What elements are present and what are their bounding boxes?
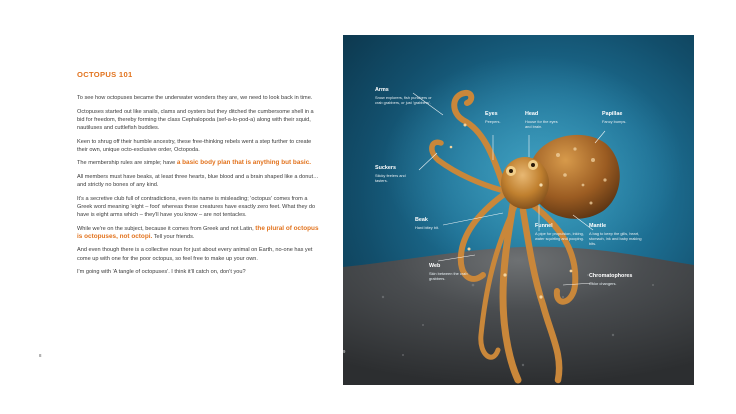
- paragraph-1: To see how octopuses became the underwater wonders they are, we need to look back in time.: [77, 95, 313, 101]
- label-funnel-desc: A pipe for propulsion, inking, water squirting and pooping.: [535, 231, 584, 242]
- paragraph-8: And even though there is a collective noun for just about every animal on Earth, no-one has yet come up with one for the poor octopus, so feel free to make up your own.: [77, 247, 313, 262]
- paragraph-6: It's a secretive club full of contradictions, even its name is misleading; 'octopus' comes from a Greek word meaning 'eight – foot' whereas these creatures have exactly zero feet. What they do have is eight arms which – they'll have you know – are not tentacles.: [77, 195, 316, 218]
- paragraph-4: [77, 159, 322, 167]
- octopus-photo: [343, 35, 694, 385]
- highlight-body-plan: a basic body plan that is anything but basic.: [176, 159, 312, 167]
- paragraph-7-text: While we're on the subject, because it comes from Greek and not Latin,: [77, 225, 256, 232]
- paragraph-9: I'm going with 'A tangle of octopuses'. I think it'll catch on, don't you?: [77, 269, 246, 276]
- label-arms-desc: Snow explorers, fish punchers or crab grabbers, or just 'grabbers'.: [375, 95, 432, 106]
- label-arms-title: Arms: [375, 87, 389, 93]
- paragraph-4-text: The membership rules are simple; have: [77, 160, 177, 167]
- label-beak-title: Beak: [415, 217, 428, 223]
- label-chromatophores-title: Chromatophores: [589, 273, 633, 279]
- label-papillae-desc: Fancy bumps.: [602, 119, 627, 124]
- label-arms: [375, 87, 439, 105]
- paragraph-7-ending: Tell your friends.: [152, 233, 195, 240]
- body-text: [77, 94, 322, 282]
- label-suckers-desc: Sticky feelers and tasters.: [375, 173, 406, 184]
- page-number-left: 8: [39, 353, 42, 358]
- page-number-right: 9: [343, 349, 346, 354]
- label-eyes-title: Eyes: [485, 111, 498, 117]
- label-suckers-title: Suckers: [375, 165, 396, 171]
- label-suckers: [375, 165, 419, 183]
- sand-floor: [343, 247, 694, 385]
- octopus-head: [501, 157, 549, 209]
- left-page: [0, 0, 346, 414]
- label-head-desc: House for the eyes and brain.: [525, 119, 558, 130]
- label-web-title: Web: [429, 263, 441, 269]
- label-web-desc: Skin between the crab grabbers.: [429, 271, 468, 282]
- label-beak-desc: Hard bitey bit.: [415, 225, 440, 230]
- label-head-title: Head: [525, 111, 539, 117]
- highlight-plural: the plural of octopus is octopuses, not octopi.: [77, 224, 319, 240]
- paragraph-2: Octopuses started out like snails, clams and oysters but they ditched the cumbersome shell in a bid for freedom, thereby forming the class Cephalopoda (sef-a-lo-pod-a) along with their squid, nautiluses and cuttlefish buddies.: [77, 108, 314, 131]
- label-chromatophores-desc: Color changers.: [589, 281, 617, 286]
- label-eyes-desc: Peepers.: [485, 119, 501, 124]
- label-papillae: [602, 111, 642, 124]
- label-web: [429, 263, 477, 281]
- label-chromatophores: [589, 273, 669, 286]
- label-funnel-title: Funnel: [535, 223, 553, 229]
- label-beak: [415, 217, 457, 230]
- label-eyes: [485, 111, 519, 124]
- paragraph-5: All members must have beaks, at least three hearts, blue blood and a brain shaped like a donut… and strictly no bones of any kind.: [77, 174, 319, 189]
- page-heading: OCTOPUS 101: [77, 70, 133, 79]
- label-mantle-title: Mantle: [589, 223, 607, 229]
- label-funnel: [535, 223, 593, 241]
- label-papillae-title: Papillae: [602, 111, 623, 117]
- paragraph-3: Keen to shrug off their humble ancestry, these free-thinking rebels went a step further to create their own, unique octo-exclusive order, Octopoda.: [77, 138, 312, 153]
- label-head: [525, 111, 565, 129]
- label-mantle-desc: A bag to keep the gills, heart, stomach, ink and baby making bits.: [589, 231, 642, 247]
- paragraph-7: [77, 225, 322, 241]
- label-mantle: [589, 223, 645, 246]
